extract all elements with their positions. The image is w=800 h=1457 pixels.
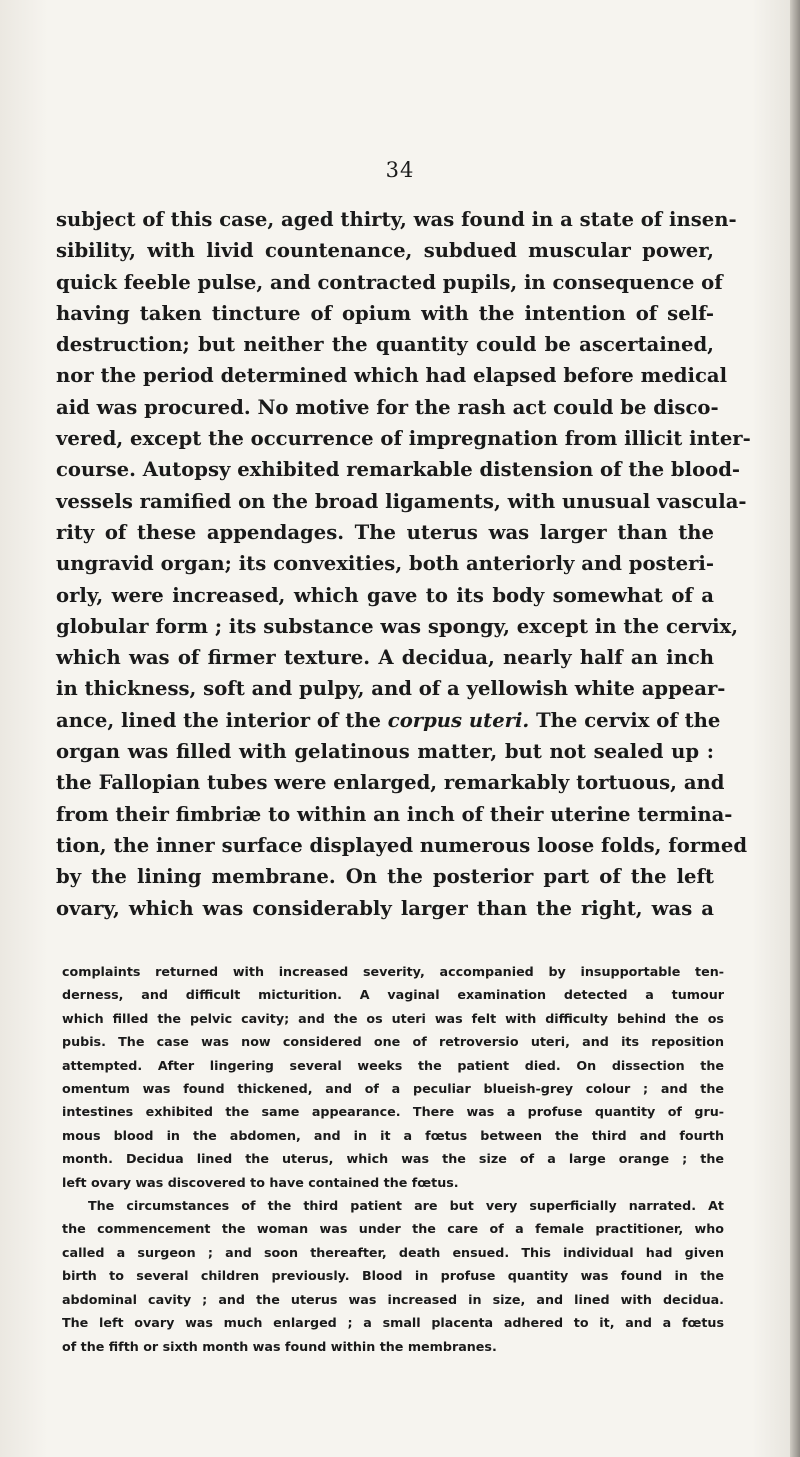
text-line: ovary, which was considerably larger than the right, was a xyxy=(56,896,714,920)
page-number: 34 xyxy=(385,158,415,182)
text-line: which was of firmer texture. A decidua, nearly half an inch xyxy=(56,646,714,670)
text-line: organ was filled with gelatinous matter, but not sealed up : xyxy=(56,740,714,764)
text-line: by the lining membrane. On the posterior part of the left xyxy=(56,865,714,889)
note-line: omentum was found thickened, and of a peculiar blueish-grey colour ; and the xyxy=(62,1081,724,1097)
text-line: vered, except the occurrence of impregnation from illicit inter- xyxy=(56,427,751,451)
note-line: mous blood in the abdomen, and in it a fœtus between the third and fourth xyxy=(62,1127,724,1143)
text-line: quick feeble pulse, and contracted pupils, in consequence of xyxy=(56,270,723,294)
text-line-with-italic xyxy=(56,705,721,736)
text-line: orly, were increased, which gave to its body somewhat of a xyxy=(56,583,714,607)
note-line: derness, and difficult micturition. A vaginal examination detected a tumour xyxy=(62,987,724,1003)
note-line: which filled the pelvic cavity; and the os uteri was felt with difficulty behind the os xyxy=(62,1010,724,1026)
text-line: ungravid organ; its convexities, both anteriorly and posteri- xyxy=(56,552,714,576)
text-segment: ance, lined the interior of the xyxy=(56,708,388,732)
text-line: having taken tincture of opium with the intention of self- xyxy=(56,301,714,325)
note-line: the commencement the woman was under the care of a female practitioner, who xyxy=(62,1221,724,1237)
note-line: abdominal cavity ; and the uterus was increased in size, and lined with decidua. xyxy=(62,1291,724,1307)
text-segment: The cervix of the xyxy=(529,708,721,732)
footnote-block xyxy=(62,960,724,1358)
text-line: the Fallopian tubes were enlarged, remarkably tortuous, and xyxy=(56,771,725,795)
text-line: course. Autopsy exhibited remarkable distension of the blood- xyxy=(56,458,741,482)
note-line: attempted. After lingering several weeks the patient died. On dissection the xyxy=(62,1057,724,1073)
note-line: The circumstances of the third patient are but very superficially narrated. At xyxy=(88,1198,724,1214)
text-line: sibility, with livid countenance, subdued muscular power, xyxy=(56,239,714,263)
text-line: from their fimbriæ to within an inch of their uterine termina- xyxy=(56,802,733,826)
text-line: subject of this case, aged thirty, was found in a state of insen- xyxy=(56,208,737,231)
note-line: birth to several children previously. Blood in profuse quantity was found in the xyxy=(62,1268,724,1284)
text-line: destruction; but neither the quantity could be ascertained, xyxy=(56,333,714,357)
text-line: vessels ramified on the broad ligaments, with unusual vascula- xyxy=(56,489,747,513)
note-line: complaints returned with increased severity, accompanied by insupportable ten- xyxy=(62,964,724,979)
note-line: month. Decidua lined the uterus, which was the size of a large orange ; the xyxy=(62,1151,724,1167)
text-line: tion, the inner surface displayed numerous loose folds, formed xyxy=(56,833,748,857)
main-paragraph xyxy=(56,204,751,924)
note-line: called a surgeon ; and soon thereafter, death ensued. This individual had given xyxy=(62,1244,724,1260)
note-line: pubis. The case was now considered one of retroversio uteri, and its reposition xyxy=(62,1034,724,1050)
italic-term: corpus uteri. xyxy=(387,708,530,732)
note-line: left ovary was discovered to have contained the fœtus. xyxy=(62,1174,459,1190)
text-line: aid was procured. No motive for the rash act could be disco- xyxy=(56,395,719,419)
text-line: in thickness, soft and pulpy, and of a yellowish white appear- xyxy=(56,677,726,701)
text-line: globular form ; its substance was spongy, except in the cervix, xyxy=(56,614,739,638)
text-line: rity of these appendages. The uterus was larger than the xyxy=(56,520,714,544)
page-spine-shadow xyxy=(790,0,800,1457)
text-line: nor the period determined which had elapsed before medical xyxy=(56,364,728,388)
note-line: The left ovary was much enlarged ; a small placenta adhered to it, and a fœtus xyxy=(62,1315,724,1331)
note-line: of the fifth or sixth month was found within the membranes. xyxy=(62,1338,497,1354)
note-line: intestines exhibited the same appearance. There was a profuse quantity of gru- xyxy=(62,1104,724,1120)
